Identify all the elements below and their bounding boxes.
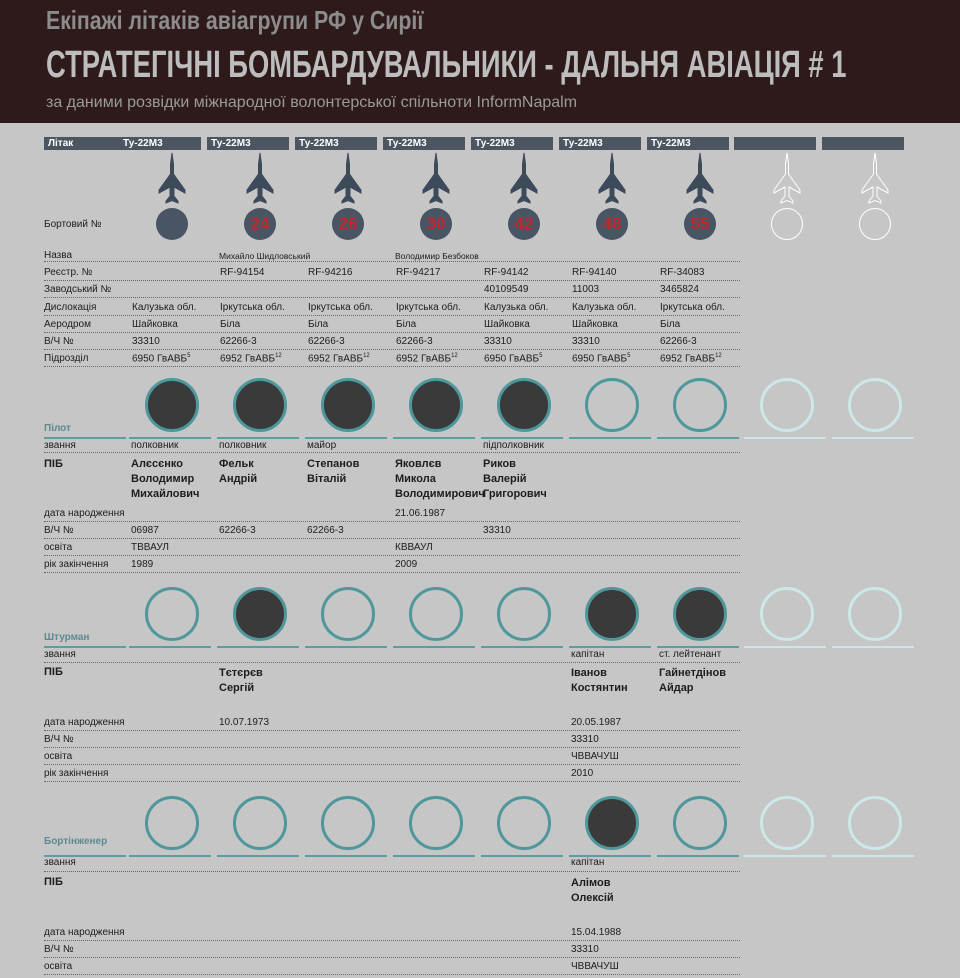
dotted-rule	[44, 747, 740, 748]
pilot-photo-avatar	[321, 378, 375, 432]
dotted-rule	[44, 280, 740, 281]
spec-airfield: Шайковка	[484, 319, 530, 330]
dotted-rule	[44, 297, 740, 298]
row-label-location: Дислокація	[44, 302, 97, 313]
spec-division: 6952 ГвАВБ$^{12}$	[396, 353, 458, 365]
spec-reg: RF-94217	[396, 267, 441, 278]
aircraft-silhouette-icon	[686, 152, 714, 206]
navigator-underline	[481, 646, 563, 648]
dotted-rule	[44, 662, 740, 663]
spec-reg: RF-94140	[572, 267, 617, 278]
eng-rank-label: звання	[44, 857, 76, 868]
dotted-rule	[44, 349, 740, 350]
pilot-rank: полковник	[219, 440, 267, 451]
dotted-rule	[44, 572, 740, 573]
navigator-photo-avatar	[233, 587, 287, 641]
engineer-photo-avatar	[673, 796, 727, 850]
navigator-unit: 33310	[571, 734, 599, 745]
aircraft-silhouette-icon	[422, 152, 450, 206]
engineer-underline	[129, 855, 211, 857]
pilot-pib-label: ПІБ	[44, 458, 63, 470]
pilot-photo-avatar	[848, 378, 902, 432]
division-footnote: 12	[715, 353, 722, 359]
engineer-underline	[44, 855, 126, 857]
engineer-underline	[744, 855, 826, 857]
spec-airfield: Шайковка	[132, 319, 178, 330]
pilot-photo-avatar	[409, 378, 463, 432]
navigator-photo-avatar	[497, 587, 551, 641]
aircraft-type-header: Ту-22М3	[295, 137, 377, 150]
spec-unit_no: 33310	[132, 336, 160, 347]
pilot-rank-label: звання	[44, 440, 76, 451]
dotted-rule	[44, 940, 740, 941]
division-footnote: 5	[187, 353, 191, 359]
navigator-photo-avatar	[673, 587, 727, 641]
pilot-unit-label: В/Ч №	[44, 525, 74, 536]
dotted-rule	[44, 452, 740, 453]
dotted-rule	[44, 764, 740, 765]
navigator-underline	[657, 646, 739, 648]
board-number-badge: 55	[684, 208, 716, 240]
pilot-rank: полковник	[131, 440, 179, 451]
row-label-name: Назва	[44, 250, 73, 261]
aircraft-silhouette-icon	[158, 152, 186, 206]
row-label-division: Підрозділ	[44, 353, 89, 364]
spec-location: Іркутська обл.	[660, 302, 725, 313]
dotted-rule	[44, 538, 740, 539]
spec-airfield: Біла	[660, 319, 681, 330]
aircraft-type-header: Ту-22М3	[207, 137, 289, 150]
engineer-dob: 15.04.1988	[571, 927, 622, 938]
aircraft-silhouette-icon	[861, 152, 889, 206]
pilot-year-label: рік закінчення	[44, 559, 109, 570]
dotted-rule	[44, 261, 740, 262]
pilot-underline	[129, 437, 211, 439]
dotted-rule	[44, 315, 740, 316]
engineer-photo-avatar	[760, 796, 814, 850]
spec-airfield: Шайковка	[572, 319, 618, 330]
row-label-reg: Реєстр. №	[44, 267, 93, 278]
board-number-badge: 42	[508, 208, 540, 240]
pilot-name1: Риков	[483, 458, 516, 470]
nav-year-label: рік закінчення	[44, 768, 109, 779]
aircraft-type-header	[822, 137, 904, 150]
pilot-dob-label: дата народження	[44, 508, 125, 519]
spec-name: Володимир Безбоков	[395, 251, 479, 261]
engineer-photo-avatar	[497, 796, 551, 850]
spec-airfield: Біла	[396, 319, 417, 330]
navigator-rank: ст. лейтенант	[659, 649, 722, 660]
engineer-edu: ЧВВАЧУШ	[571, 961, 619, 972]
engineer-name2: Олексій	[571, 892, 614, 904]
spec-reg: RF-94216	[308, 267, 353, 278]
eng-unit-label: В/Ч №	[44, 944, 74, 955]
pilot-photo-avatar	[233, 378, 287, 432]
spec-location: Іркутська обл.	[220, 302, 285, 313]
row-label-aircraft: Літак	[44, 137, 126, 150]
aircraft-type-header: Ту-22М3	[383, 137, 465, 150]
dotted-rule	[44, 974, 740, 975]
eng-edu-label: освіта	[44, 961, 73, 972]
pilot-underline	[569, 437, 651, 439]
spec-unit_no: 62266-3	[308, 336, 345, 347]
section-pilot: Пілот	[44, 423, 71, 434]
pilot-underline	[744, 437, 826, 439]
title-top: Екіпажі літаків авіагрупи РФ у Сирії	[46, 5, 424, 35]
spec-division: 6950 ГвАВБ$^5$	[572, 353, 631, 365]
pilot-name1: Фельк	[219, 458, 254, 470]
navigator-underline	[569, 646, 651, 648]
spec-unit_no: 62266-3	[396, 336, 433, 347]
pilot-underline	[44, 437, 126, 439]
spec-location: Калузька обл.	[484, 302, 549, 313]
pilot-photo-avatar	[673, 378, 727, 432]
dotted-rule	[44, 521, 740, 522]
pilot-unit: 62266-3	[307, 525, 344, 536]
navigator-photo-avatar	[848, 587, 902, 641]
engineer-name1: Алімов	[571, 877, 611, 889]
navigator-underline	[217, 646, 299, 648]
aircraft-type-header: Ту-22М3	[119, 137, 201, 150]
nav-dob-label: дата народження	[44, 717, 125, 728]
pilot-dob: 21.06.1987	[395, 508, 446, 519]
navigator-rank: капітан	[571, 649, 605, 660]
pilot-rank: майор	[307, 440, 337, 451]
section-engineer: Бортінженер	[44, 836, 108, 847]
row-label-factory: Заводський №	[44, 284, 112, 295]
board-number-badge	[771, 208, 803, 240]
engineer-underline	[217, 855, 299, 857]
aircraft-type-header: Ту-22М3	[559, 137, 641, 150]
pilot-name2: Віталій	[307, 473, 347, 485]
division-footnote: 5	[627, 353, 631, 359]
pilot-photo-avatar	[585, 378, 639, 432]
header-banner	[0, 0, 960, 123]
navigator-underline	[393, 646, 475, 648]
pilot-name3: Григорович	[483, 488, 547, 500]
navigator-name2: Айдар	[659, 682, 694, 694]
nav-unit-label: В/Ч №	[44, 734, 74, 745]
pilot-name2: Володимир	[131, 473, 195, 485]
navigator-underline	[832, 646, 914, 648]
board-number-badge: 30	[420, 208, 452, 240]
navigator-edu: ЧВВАЧУШ	[571, 751, 619, 762]
pilot-underline	[832, 437, 914, 439]
navigator-name1: Тєтєрєв	[219, 667, 263, 679]
pilot-edu: КВВАУЛ	[395, 542, 433, 553]
engineer-underline	[832, 855, 914, 857]
board-number-badge: 24	[244, 208, 276, 240]
spec-unit_no: 62266-3	[660, 336, 697, 347]
pilot-name2: Микола	[395, 473, 436, 485]
spec-location: Іркутська обл.	[308, 302, 373, 313]
navigator-photo-avatar	[409, 587, 463, 641]
dotted-rule	[44, 332, 740, 333]
section-navigator: Штурман	[44, 632, 90, 643]
spec-division: 6952 ГвАВБ$^{12}$	[308, 353, 370, 365]
spec-airfield: Біла	[220, 319, 241, 330]
navigator-dob: 10.07.1973	[219, 717, 270, 728]
engineer-photo-avatar	[145, 796, 199, 850]
aircraft-type-header	[734, 137, 816, 150]
row-label-airfield: Аеродром	[44, 319, 91, 330]
engineer-unit: 33310	[571, 944, 599, 955]
navigator-name1: Гайнетдінов	[659, 667, 726, 679]
navigator-underline	[129, 646, 211, 648]
navigator-photo-avatar	[760, 587, 814, 641]
pilot-photo-avatar	[497, 378, 551, 432]
aircraft-type-header: Ту-22М3	[647, 137, 729, 150]
pilot-name1: Алєсєнко	[131, 458, 183, 470]
spec-location: Іркутська обл.	[396, 302, 461, 313]
eng-dob-label: дата народження	[44, 927, 125, 938]
pilot-year: 1989	[131, 559, 154, 570]
dotted-rule	[44, 555, 740, 556]
engineer-photo-avatar	[409, 796, 463, 850]
pilot-underline	[393, 437, 475, 439]
dotted-rule	[44, 781, 740, 782]
spec-reg: RF-34083	[660, 267, 705, 278]
navigator-name1: Іванов	[571, 667, 607, 679]
nav-rank-label: звання	[44, 649, 76, 660]
navigator-underline	[305, 646, 387, 648]
dotted-rule	[44, 730, 740, 731]
pilot-photo-avatar	[760, 378, 814, 432]
engineer-photo-avatar	[321, 796, 375, 850]
spec-location: Калузька обл.	[132, 302, 197, 313]
division-footnote: 12	[275, 353, 282, 359]
title-main: СТРАТЕГІЧНІ БОМБАРДУВАЛЬНИКИ - ДАЛЬНЯ АВІАЦІЯ # 1	[46, 44, 847, 86]
spec-location: Калузька обл.	[572, 302, 637, 313]
pilot-name1: Яковлєв	[395, 458, 442, 470]
aircraft-silhouette-icon	[773, 152, 801, 206]
navigator-year: 2010	[571, 768, 594, 779]
board-number-badge	[859, 208, 891, 240]
dotted-rule	[44, 366, 740, 367]
pilot-year: 2009	[395, 559, 418, 570]
spec-division: 6952 ГвАВБ$^{12}$	[660, 353, 722, 365]
spec-reg: RF-94154	[220, 267, 265, 278]
spec-division: 6952 ГвАВБ$^{12}$	[220, 353, 282, 365]
navigator-underline	[744, 646, 826, 648]
navigator-name2: Костянтин	[571, 682, 628, 694]
pilot-underline	[305, 437, 387, 439]
row-label-unit: В/Ч №	[44, 336, 74, 347]
pilot-name3: Володимирович	[395, 488, 485, 500]
dotted-rule	[44, 871, 740, 872]
engineer-underline	[481, 855, 563, 857]
spec-unit_no: 33310	[484, 336, 512, 347]
pilot-edu: ТВВАУЛ	[131, 542, 169, 553]
navigator-name2: Сергій	[219, 682, 255, 694]
engineer-rank: капітан	[571, 857, 605, 868]
aircraft-silhouette-icon	[598, 152, 626, 206]
pilot-rank: підполковник	[483, 440, 544, 451]
navigator-photo-avatar	[585, 587, 639, 641]
dotted-rule	[44, 957, 740, 958]
division-footnote: 12	[363, 353, 370, 359]
engineer-underline	[393, 855, 475, 857]
aircraft-type-header: Ту-22М3	[471, 137, 553, 150]
division-footnote: 12	[451, 353, 458, 359]
subtitle: за даними розвідки міжнародної волонтерської спільноти InformNapalm	[46, 94, 578, 111]
board-number-badge	[156, 208, 188, 240]
row-label-board: Бортовий №	[44, 219, 102, 230]
eng-pib-label: ПІБ	[44, 876, 63, 888]
navigator-underline	[44, 646, 126, 648]
board-number-badge: 48	[596, 208, 628, 240]
nav-edu-label: освіта	[44, 751, 73, 762]
engineer-photo-avatar	[233, 796, 287, 850]
board-number-badge: 26	[332, 208, 364, 240]
navigator-photo-avatar	[145, 587, 199, 641]
aircraft-silhouette-icon	[334, 152, 362, 206]
spec-factory: 40109549	[484, 284, 529, 295]
spec-division: 6950 ГвАВБ$^5$	[484, 353, 543, 365]
engineer-photo-avatar	[848, 796, 902, 850]
pilot-photo-avatar	[145, 378, 199, 432]
spec-factory: 3465824	[660, 284, 699, 295]
spec-name: Михайло Шидловський	[219, 251, 311, 261]
pilot-name2: Андрій	[219, 473, 258, 485]
pilot-underline	[217, 437, 299, 439]
aircraft-silhouette-icon	[246, 152, 274, 206]
pilot-name1: Степанов	[307, 458, 360, 470]
spec-reg: RF-94142	[484, 267, 529, 278]
aircraft-silhouette-icon	[510, 152, 538, 206]
navigator-photo-avatar	[321, 587, 375, 641]
engineer-underline	[305, 855, 387, 857]
spec-factory: 11003	[572, 284, 600, 295]
spec-unit_no: 33310	[572, 336, 600, 347]
pilot-edu-label: освіта	[44, 542, 73, 553]
pilot-unit: 62266-3	[219, 525, 256, 536]
nav-pib-label: ПІБ	[44, 666, 63, 678]
pilot-unit: 06987	[131, 525, 159, 536]
pilot-unit: 33310	[483, 525, 511, 536]
engineer-photo-avatar	[585, 796, 639, 850]
engineer-underline	[657, 855, 739, 857]
pilot-underline	[657, 437, 739, 439]
division-footnote: 5	[539, 353, 543, 359]
spec-division: 6950 ГвАВБ$^5$	[132, 353, 191, 365]
pilot-underline	[481, 437, 563, 439]
pilot-name3: Михайлович	[131, 488, 200, 500]
spec-airfield: Біла	[308, 319, 329, 330]
navigator-dob: 20.05.1987	[571, 717, 622, 728]
spec-unit_no: 62266-3	[220, 336, 257, 347]
pilot-name2: Валерій	[483, 473, 527, 485]
